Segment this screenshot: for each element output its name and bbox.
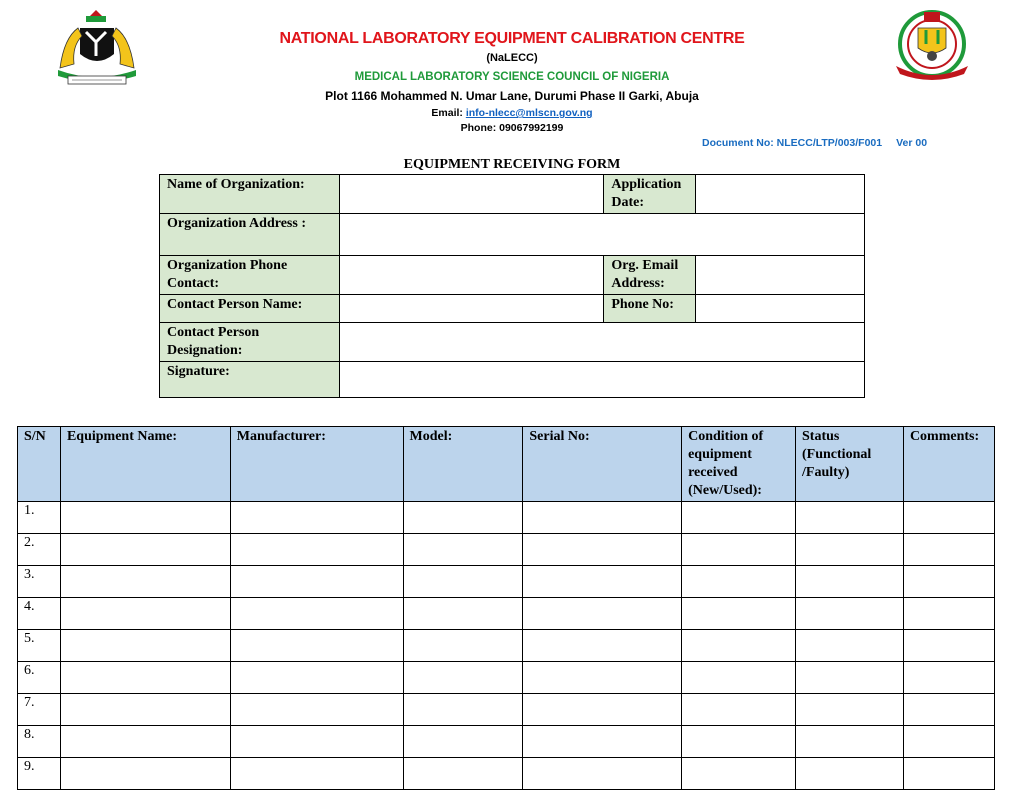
condition-cell[interactable] — [682, 694, 796, 726]
table-row — [18, 694, 995, 726]
comments-cell[interactable] — [903, 502, 994, 534]
equipment-table — [17, 426, 995, 790]
document-number-line — [702, 137, 927, 149]
org-phone-label: Organization Phone Contact: — [160, 256, 340, 295]
status-cell[interactable] — [796, 726, 904, 758]
serial-no-cell[interactable] — [523, 534, 682, 566]
condition-cell[interactable] — [682, 534, 796, 566]
signature-field[interactable] — [339, 362, 864, 398]
address-line: Plot 1166 Mohammed N. Umar Lane, Durumi Phase II Garki, Abuja — [325, 89, 699, 103]
document-version: Ver 00 — [896, 137, 928, 149]
manufacturer-cell[interactable] — [230, 662, 403, 694]
col-model: Model: — [403, 427, 523, 502]
manufacturer-cell[interactable] — [230, 694, 403, 726]
status-cell[interactable] — [796, 534, 904, 566]
model-cell[interactable] — [403, 758, 523, 790]
email-label: Email: — [431, 107, 463, 119]
comments-cell[interactable] — [903, 630, 994, 662]
table-row — [18, 662, 995, 694]
designation-field[interactable] — [339, 323, 864, 362]
comments-cell[interactable] — [903, 566, 994, 598]
org-email-field[interactable] — [696, 256, 865, 295]
phone-no-field[interactable] — [696, 295, 865, 323]
serial-no-cell[interactable] — [523, 694, 682, 726]
row-sn: 3. — [18, 566, 61, 598]
equipment-name-cell[interactable] — [60, 566, 230, 598]
condition-cell[interactable] — [682, 630, 796, 662]
col-serial-no: Serial No: — [523, 427, 682, 502]
status-cell[interactable] — [796, 630, 904, 662]
table-row — [18, 566, 995, 598]
row-sn: 4. — [18, 598, 61, 630]
equipment-name-cell[interactable] — [60, 598, 230, 630]
col-equipment-name: Equipment Name: — [60, 427, 230, 502]
col-condition: Condition of equipment received (New/Used): — [682, 427, 796, 502]
email-link[interactable]: info-nlecc@mlscn.gov.ng — [465, 107, 593, 119]
manufacturer-cell[interactable] — [230, 566, 403, 598]
phone-no-label: Phone No: — [604, 295, 696, 323]
organization-info-table — [159, 174, 865, 398]
equipment-header-row — [18, 427, 995, 502]
document-number: Document No: NLECC/LTP/003/F001 — [702, 137, 883, 149]
condition-cell[interactable] — [682, 662, 796, 694]
table-row — [18, 598, 995, 630]
row-sn: 2. — [18, 534, 61, 566]
col-comments: Comments: — [903, 427, 994, 502]
email-line — [0, 107, 1024, 119]
serial-no-cell[interactable] — [523, 598, 682, 630]
condition-cell[interactable] — [682, 598, 796, 630]
col-sn: S/N — [18, 427, 61, 502]
row-sn: 1. — [18, 502, 61, 534]
model-cell[interactable] — [403, 566, 523, 598]
org-phone-field[interactable] — [339, 256, 603, 295]
col-status: Status (Functional /Faulty) — [796, 427, 904, 502]
table-row — [18, 502, 995, 534]
serial-no-cell[interactable] — [523, 662, 682, 694]
model-cell[interactable] — [403, 694, 523, 726]
org-name-field[interactable] — [339, 175, 603, 214]
signature-label: Signature: — [160, 362, 340, 398]
equipment-name-cell[interactable] — [60, 662, 230, 694]
status-cell[interactable] — [796, 566, 904, 598]
model-cell[interactable] — [403, 726, 523, 758]
comments-cell[interactable] — [903, 534, 994, 566]
contact-person-label: Contact Person Name: — [160, 295, 340, 323]
condition-cell[interactable] — [682, 502, 796, 534]
status-cell[interactable] — [796, 694, 904, 726]
status-cell[interactable] — [796, 502, 904, 534]
serial-no-cell[interactable] — [523, 502, 682, 534]
table-row — [18, 758, 995, 790]
application-date-label: Application Date: — [604, 175, 696, 214]
manufacturer-cell[interactable] — [230, 630, 403, 662]
col-manufacturer: Manufacturer: — [230, 427, 403, 502]
manufacturer-cell[interactable] — [230, 534, 403, 566]
model-cell[interactable] — [403, 502, 523, 534]
table-row — [18, 726, 995, 758]
council-name: MEDICAL LABORATORY SCIENCE COUNCIL OF NIGERIA — [354, 71, 670, 83]
center-title: NATIONAL LABORATORY EQUIPMENT CALIBRATION CENTRE — [279, 30, 745, 47]
manufacturer-cell[interactable] — [230, 758, 403, 790]
comments-cell[interactable] — [903, 758, 994, 790]
comments-cell[interactable] — [903, 726, 994, 758]
equipment-name-cell[interactable] — [60, 758, 230, 790]
equipment-name-cell[interactable] — [60, 502, 230, 534]
condition-cell[interactable] — [682, 726, 796, 758]
equipment-name-cell[interactable] — [60, 534, 230, 566]
comments-cell[interactable] — [903, 598, 994, 630]
serial-no-cell[interactable] — [523, 630, 682, 662]
serial-no-cell[interactable] — [523, 726, 682, 758]
table-row — [18, 630, 995, 662]
condition-cell[interactable] — [682, 566, 796, 598]
row-sn: 6. — [18, 662, 61, 694]
org-name-label: Name of Organization: — [160, 175, 340, 214]
row-sn: 7. — [18, 694, 61, 726]
row-sn: 8. — [18, 726, 61, 758]
center-abbreviation: (NaLECC) — [486, 52, 538, 64]
manufacturer-cell[interactable] — [230, 502, 403, 534]
form-title: EQUIPMENT RECEIVING FORM — [403, 157, 621, 172]
application-date-field[interactable] — [696, 175, 865, 214]
table-row — [18, 534, 995, 566]
org-email-label: Org. Email Address: — [604, 256, 696, 295]
row-sn: 5. — [18, 630, 61, 662]
contact-person-field[interactable] — [339, 295, 603, 323]
phone-line: Phone: 09067992199 — [460, 122, 564, 134]
condition-cell[interactable] — [682, 758, 796, 790]
equipment-name-cell[interactable] — [60, 694, 230, 726]
manufacturer-cell[interactable] — [230, 726, 403, 758]
model-cell[interactable] — [403, 630, 523, 662]
status-cell[interactable] — [796, 598, 904, 630]
equipment-name-cell[interactable] — [60, 726, 230, 758]
equipment-name-cell[interactable] — [60, 630, 230, 662]
model-cell[interactable] — [403, 598, 523, 630]
serial-no-cell[interactable] — [523, 566, 682, 598]
comments-cell[interactable] — [903, 694, 994, 726]
manufacturer-cell[interactable] — [230, 598, 403, 630]
model-cell[interactable] — [403, 662, 523, 694]
model-cell[interactable] — [403, 534, 523, 566]
status-cell[interactable] — [796, 662, 904, 694]
status-cell[interactable] — [796, 758, 904, 790]
org-address-label: Organization Address : — [160, 214, 340, 256]
row-sn: 9. — [18, 758, 61, 790]
org-address-field[interactable] — [339, 214, 864, 256]
designation-label: Contact Person Designation: — [160, 323, 340, 362]
serial-no-cell[interactable] — [523, 758, 682, 790]
comments-cell[interactable] — [903, 662, 994, 694]
